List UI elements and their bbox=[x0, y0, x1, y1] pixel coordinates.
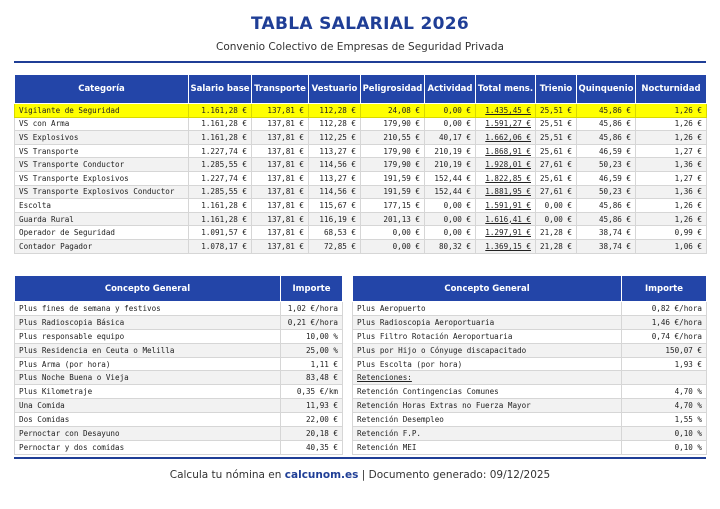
concept-cell: Plus por Hijo o Cónyuge discapacitado bbox=[353, 343, 622, 357]
table-row bbox=[15, 199, 707, 213]
column-spacer bbox=[343, 302, 353, 316]
salary-table bbox=[14, 74, 707, 254]
table-row bbox=[15, 144, 707, 158]
value-cell: 137,81 € bbox=[252, 117, 309, 131]
value-cell: 21,28 € bbox=[536, 239, 577, 253]
value-cell: 116,19 € bbox=[309, 212, 361, 226]
column-spacer bbox=[343, 413, 353, 427]
value-cell: 210,55 € bbox=[361, 131, 425, 145]
footer-generated: | Documento generado: 09/12/2025 bbox=[361, 469, 551, 481]
value-cell: 137,81 € bbox=[252, 212, 309, 226]
value-cell: 210,19 € bbox=[425, 144, 476, 158]
column-spacer bbox=[343, 276, 353, 302]
column-header: Trienio bbox=[536, 75, 577, 104]
value-cell: 1,06 € bbox=[636, 239, 707, 253]
table-row bbox=[15, 185, 707, 199]
footer-divider bbox=[14, 457, 706, 459]
value-cell: 137,81 € bbox=[252, 171, 309, 185]
concept-cell: Dos Comidas bbox=[15, 413, 281, 427]
amount-cell: 1,55 % bbox=[622, 413, 707, 427]
value-cell: 0,00 € bbox=[425, 212, 476, 226]
value-cell: 113,27 € bbox=[309, 171, 361, 185]
value-cell: 1.616,41 € bbox=[476, 212, 536, 226]
category-cell: Operador de Seguridad bbox=[15, 226, 189, 240]
value-cell: 1.285,55 € bbox=[189, 158, 252, 172]
value-cell: 112,28 € bbox=[309, 104, 361, 118]
column-spacer bbox=[343, 427, 353, 441]
column-spacer bbox=[343, 399, 353, 413]
table-row bbox=[15, 212, 707, 226]
amount-cell: 1,02 €/hora bbox=[281, 302, 343, 316]
category-cell: VS con Arma bbox=[15, 117, 189, 131]
value-cell: 25,51 € bbox=[536, 117, 577, 131]
value-cell: 45,86 € bbox=[577, 131, 636, 145]
amount-cell: 83,48 € bbox=[281, 371, 343, 385]
value-cell: 0,00 € bbox=[536, 212, 577, 226]
category-cell: Escolta bbox=[15, 199, 189, 213]
column-header: Actividad bbox=[425, 75, 476, 104]
page-title: TABLA SALARIAL 2026 bbox=[250, 14, 470, 34]
column-header: Vestuario bbox=[309, 75, 361, 104]
value-cell: 38,74 € bbox=[577, 226, 636, 240]
amount-cell: 0,82 €/hora bbox=[622, 302, 707, 316]
value-cell: 177,15 € bbox=[361, 199, 425, 213]
column-header: Concepto General bbox=[353, 276, 622, 302]
table-row bbox=[15, 117, 707, 131]
column-header: Peligrosidad bbox=[361, 75, 425, 104]
value-cell: 1.161,28 € bbox=[189, 131, 252, 145]
amount-cell: 0,35 €/km bbox=[281, 385, 343, 399]
value-cell: 1.161,28 € bbox=[189, 199, 252, 213]
amount-cell: 150,07 € bbox=[622, 343, 707, 357]
table-row bbox=[15, 131, 707, 145]
table-row bbox=[15, 329, 707, 343]
value-cell: 25,51 € bbox=[536, 131, 577, 145]
value-cell: 40,17 € bbox=[425, 131, 476, 145]
concepts-table bbox=[14, 275, 707, 455]
value-cell: 1.662,06 € bbox=[476, 131, 536, 145]
value-cell: 68,53 € bbox=[309, 226, 361, 240]
value-cell: 1.227,74 € bbox=[189, 144, 252, 158]
value-cell: 0,00 € bbox=[361, 226, 425, 240]
value-cell: 137,81 € bbox=[252, 239, 309, 253]
header-divider bbox=[14, 61, 706, 63]
amount-cell: 4,70 % bbox=[622, 385, 707, 399]
category-cell: VS Explosivos bbox=[15, 131, 189, 145]
column-spacer bbox=[343, 371, 353, 385]
table-row bbox=[15, 171, 707, 185]
concept-cell: Plus Radioscopia Aeroportuaria bbox=[353, 315, 622, 329]
amount-cell: 0,10 % bbox=[622, 427, 707, 441]
concept-cell: Pernoctar y dos comidas bbox=[15, 440, 281, 454]
category-cell: VS Transporte Conductor bbox=[15, 158, 189, 172]
category-cell: Vigilante de Seguridad bbox=[15, 104, 189, 118]
table-row bbox=[15, 440, 707, 454]
value-cell: 113,27 € bbox=[309, 144, 361, 158]
category-cell: VS Transporte bbox=[15, 144, 189, 158]
column-spacer bbox=[343, 315, 353, 329]
value-cell: 45,86 € bbox=[577, 117, 636, 131]
footer-prefix: Calcula tu nómina en bbox=[169, 469, 282, 481]
value-cell: 1.161,28 € bbox=[189, 104, 252, 118]
value-cell: 1,26 € bbox=[636, 117, 707, 131]
value-cell: 27,61 € bbox=[536, 158, 577, 172]
value-cell: 137,81 € bbox=[252, 226, 309, 240]
value-cell: 38,74 € bbox=[577, 239, 636, 253]
value-cell: 1.161,28 € bbox=[189, 212, 252, 226]
category-cell: Contador Pagador bbox=[15, 239, 189, 253]
value-cell: 1,36 € bbox=[636, 185, 707, 199]
concept-cell: Plus Filtro Rotación Aeroportuaria bbox=[353, 329, 622, 343]
value-cell: 1,26 € bbox=[636, 212, 707, 226]
value-cell: 137,81 € bbox=[252, 185, 309, 199]
table-row bbox=[15, 343, 707, 357]
value-cell: 1.928,01 € bbox=[476, 158, 536, 172]
concept-cell: Plus Noche Buena o Vieja bbox=[15, 371, 281, 385]
amount-cell: 0,10 % bbox=[622, 440, 707, 454]
amount-cell: 22,00 € bbox=[281, 413, 343, 427]
value-cell: 1.078,17 € bbox=[189, 239, 252, 253]
value-cell: 1.369,15 € bbox=[476, 239, 536, 253]
value-cell: 201,13 € bbox=[361, 212, 425, 226]
amount-cell: 1,46 €/hora bbox=[622, 315, 707, 329]
value-cell: 80,32 € bbox=[425, 239, 476, 253]
table-row bbox=[15, 104, 707, 118]
value-cell: 137,81 € bbox=[252, 144, 309, 158]
concept-cell: Plus Aeropuerto bbox=[353, 302, 622, 316]
column-header: Categoría bbox=[15, 75, 189, 104]
concept-cell: Plus Kilometraje bbox=[15, 385, 281, 399]
column-header: Transporte bbox=[252, 75, 309, 104]
table-row bbox=[15, 226, 707, 240]
category-cell: VS Transporte Explosivos bbox=[15, 171, 189, 185]
concept-cell: Plus Radioscopia Básica bbox=[15, 315, 281, 329]
value-cell: 191,59 € bbox=[361, 185, 425, 199]
amount-cell bbox=[622, 371, 707, 385]
table-row bbox=[15, 239, 707, 253]
value-cell: 0,00 € bbox=[361, 239, 425, 253]
value-cell: 152,44 € bbox=[425, 171, 476, 185]
value-cell: 137,81 € bbox=[252, 158, 309, 172]
column-spacer bbox=[343, 329, 353, 343]
footer-site-link[interactable]: calcunom.es bbox=[284, 469, 359, 481]
value-cell: 0,00 € bbox=[425, 226, 476, 240]
column-header: Importe bbox=[622, 276, 707, 302]
concept-cell: Plus Arma (por hora) bbox=[15, 357, 281, 371]
column-spacer bbox=[343, 440, 353, 454]
table-row bbox=[15, 371, 707, 385]
concept-cell: Plus Escolta (por hora) bbox=[353, 357, 622, 371]
value-cell: 1.822,85 € bbox=[476, 171, 536, 185]
value-cell: 0,00 € bbox=[425, 199, 476, 213]
value-cell: 152,44 € bbox=[425, 185, 476, 199]
value-cell: 1,27 € bbox=[636, 171, 707, 185]
amount-cell: 0,21 €/hora bbox=[281, 315, 343, 329]
amount-cell: 10,00 % bbox=[281, 329, 343, 343]
value-cell: 25,61 € bbox=[536, 171, 577, 185]
column-spacer bbox=[343, 343, 353, 357]
value-cell: 1.227,74 € bbox=[189, 171, 252, 185]
value-cell: 210,19 € bbox=[425, 158, 476, 172]
value-cell: 45,86 € bbox=[577, 212, 636, 226]
value-cell: 191,59 € bbox=[361, 171, 425, 185]
column-header: Salario base bbox=[189, 75, 252, 104]
page-subtitle: Convenio Colectivo de Empresas de Seguridad Privada bbox=[216, 41, 504, 53]
column-header: Concepto General bbox=[15, 276, 281, 302]
amount-cell: 1,11 € bbox=[281, 357, 343, 371]
value-cell: 25,61 € bbox=[536, 144, 577, 158]
value-cell: 179,90 € bbox=[361, 117, 425, 131]
value-cell: 114,56 € bbox=[309, 185, 361, 199]
amount-cell: 11,93 € bbox=[281, 399, 343, 413]
value-cell: 137,81 € bbox=[252, 131, 309, 145]
footer bbox=[0, 469, 720, 481]
value-cell: 137,81 € bbox=[252, 104, 309, 118]
table-row bbox=[15, 302, 707, 316]
concept-cell: Retenciones: bbox=[353, 371, 622, 385]
value-cell: 1.591,27 € bbox=[476, 117, 536, 131]
value-cell: 1.161,28 € bbox=[189, 117, 252, 131]
table-row bbox=[15, 158, 707, 172]
table-row bbox=[15, 315, 707, 329]
value-cell: 0,00 € bbox=[536, 199, 577, 213]
value-cell: 1.435,45 € bbox=[476, 104, 536, 118]
amount-cell: 20,18 € bbox=[281, 427, 343, 441]
concept-cell: Plus responsable equipo bbox=[15, 329, 281, 343]
value-cell: 45,86 € bbox=[577, 199, 636, 213]
amount-cell: 4,70 % bbox=[622, 399, 707, 413]
table-row bbox=[15, 413, 707, 427]
value-cell: 112,28 € bbox=[309, 117, 361, 131]
concept-cell: Retención F.P. bbox=[353, 427, 622, 441]
value-cell: 24,08 € bbox=[361, 104, 425, 118]
table-row bbox=[15, 385, 707, 399]
value-cell: 112,25 € bbox=[309, 131, 361, 145]
value-cell: 1.285,55 € bbox=[189, 185, 252, 199]
value-cell: 0,00 € bbox=[425, 117, 476, 131]
concept-cell: Pernoctar con Desayuno bbox=[15, 427, 281, 441]
value-cell: 50,23 € bbox=[577, 185, 636, 199]
concept-cell: Retención Contingencias Comunes bbox=[353, 385, 622, 399]
value-cell: 1.091,57 € bbox=[189, 226, 252, 240]
value-cell: 1,36 € bbox=[636, 158, 707, 172]
value-cell: 46,59 € bbox=[577, 144, 636, 158]
concept-cell: Plus Residencia en Ceuta o Melilla bbox=[15, 343, 281, 357]
value-cell: 72,85 € bbox=[309, 239, 361, 253]
value-cell: 114,56 € bbox=[309, 158, 361, 172]
amount-cell: 1,93 € bbox=[622, 357, 707, 371]
value-cell: 179,90 € bbox=[361, 158, 425, 172]
amount-cell: 0,74 €/hora bbox=[622, 329, 707, 343]
value-cell: 0,99 € bbox=[636, 226, 707, 240]
category-cell: VS Transporte Explosivos Conductor bbox=[15, 185, 189, 199]
value-cell: 50,23 € bbox=[577, 158, 636, 172]
value-cell: 1,26 € bbox=[636, 199, 707, 213]
value-cell: 115,67 € bbox=[309, 199, 361, 213]
column-spacer bbox=[343, 385, 353, 399]
value-cell: 1.868,91 € bbox=[476, 144, 536, 158]
value-cell: 1,26 € bbox=[636, 104, 707, 118]
value-cell: 45,86 € bbox=[577, 104, 636, 118]
value-cell: 179,90 € bbox=[361, 144, 425, 158]
column-header: Importe bbox=[281, 276, 343, 302]
column-header: Total mens. bbox=[476, 75, 536, 104]
column-header: Quinquenio bbox=[577, 75, 636, 104]
value-cell: 21,28 € bbox=[536, 226, 577, 240]
category-cell: Guarda Rural bbox=[15, 212, 189, 226]
concept-cell: Retención Desempleo bbox=[353, 413, 622, 427]
value-cell: 27,61 € bbox=[536, 185, 577, 199]
concept-cell: Retención Horas Extras no Fuerza Mayor bbox=[353, 399, 622, 413]
value-cell: 1,26 € bbox=[636, 131, 707, 145]
value-cell: 1.881,95 € bbox=[476, 185, 536, 199]
value-cell: 1.297,91 € bbox=[476, 226, 536, 240]
amount-cell: 25,00 % bbox=[281, 343, 343, 357]
concept-cell: Una Comida bbox=[15, 399, 281, 413]
value-cell: 25,51 € bbox=[536, 104, 577, 118]
value-cell: 1,27 € bbox=[636, 144, 707, 158]
value-cell: 137,81 € bbox=[252, 199, 309, 213]
column-spacer bbox=[343, 357, 353, 371]
value-cell: 1.591,91 € bbox=[476, 199, 536, 213]
table-row bbox=[15, 427, 707, 441]
column-header: Nocturnidad bbox=[636, 75, 707, 104]
value-cell: 0,00 € bbox=[425, 104, 476, 118]
table-row bbox=[15, 357, 707, 371]
table-row bbox=[15, 399, 707, 413]
concept-cell: Retención MEI bbox=[353, 440, 622, 454]
amount-cell: 40,35 € bbox=[281, 440, 343, 454]
value-cell: 46,59 € bbox=[577, 171, 636, 185]
concept-cell: Plus fines de semana y festivos bbox=[15, 302, 281, 316]
